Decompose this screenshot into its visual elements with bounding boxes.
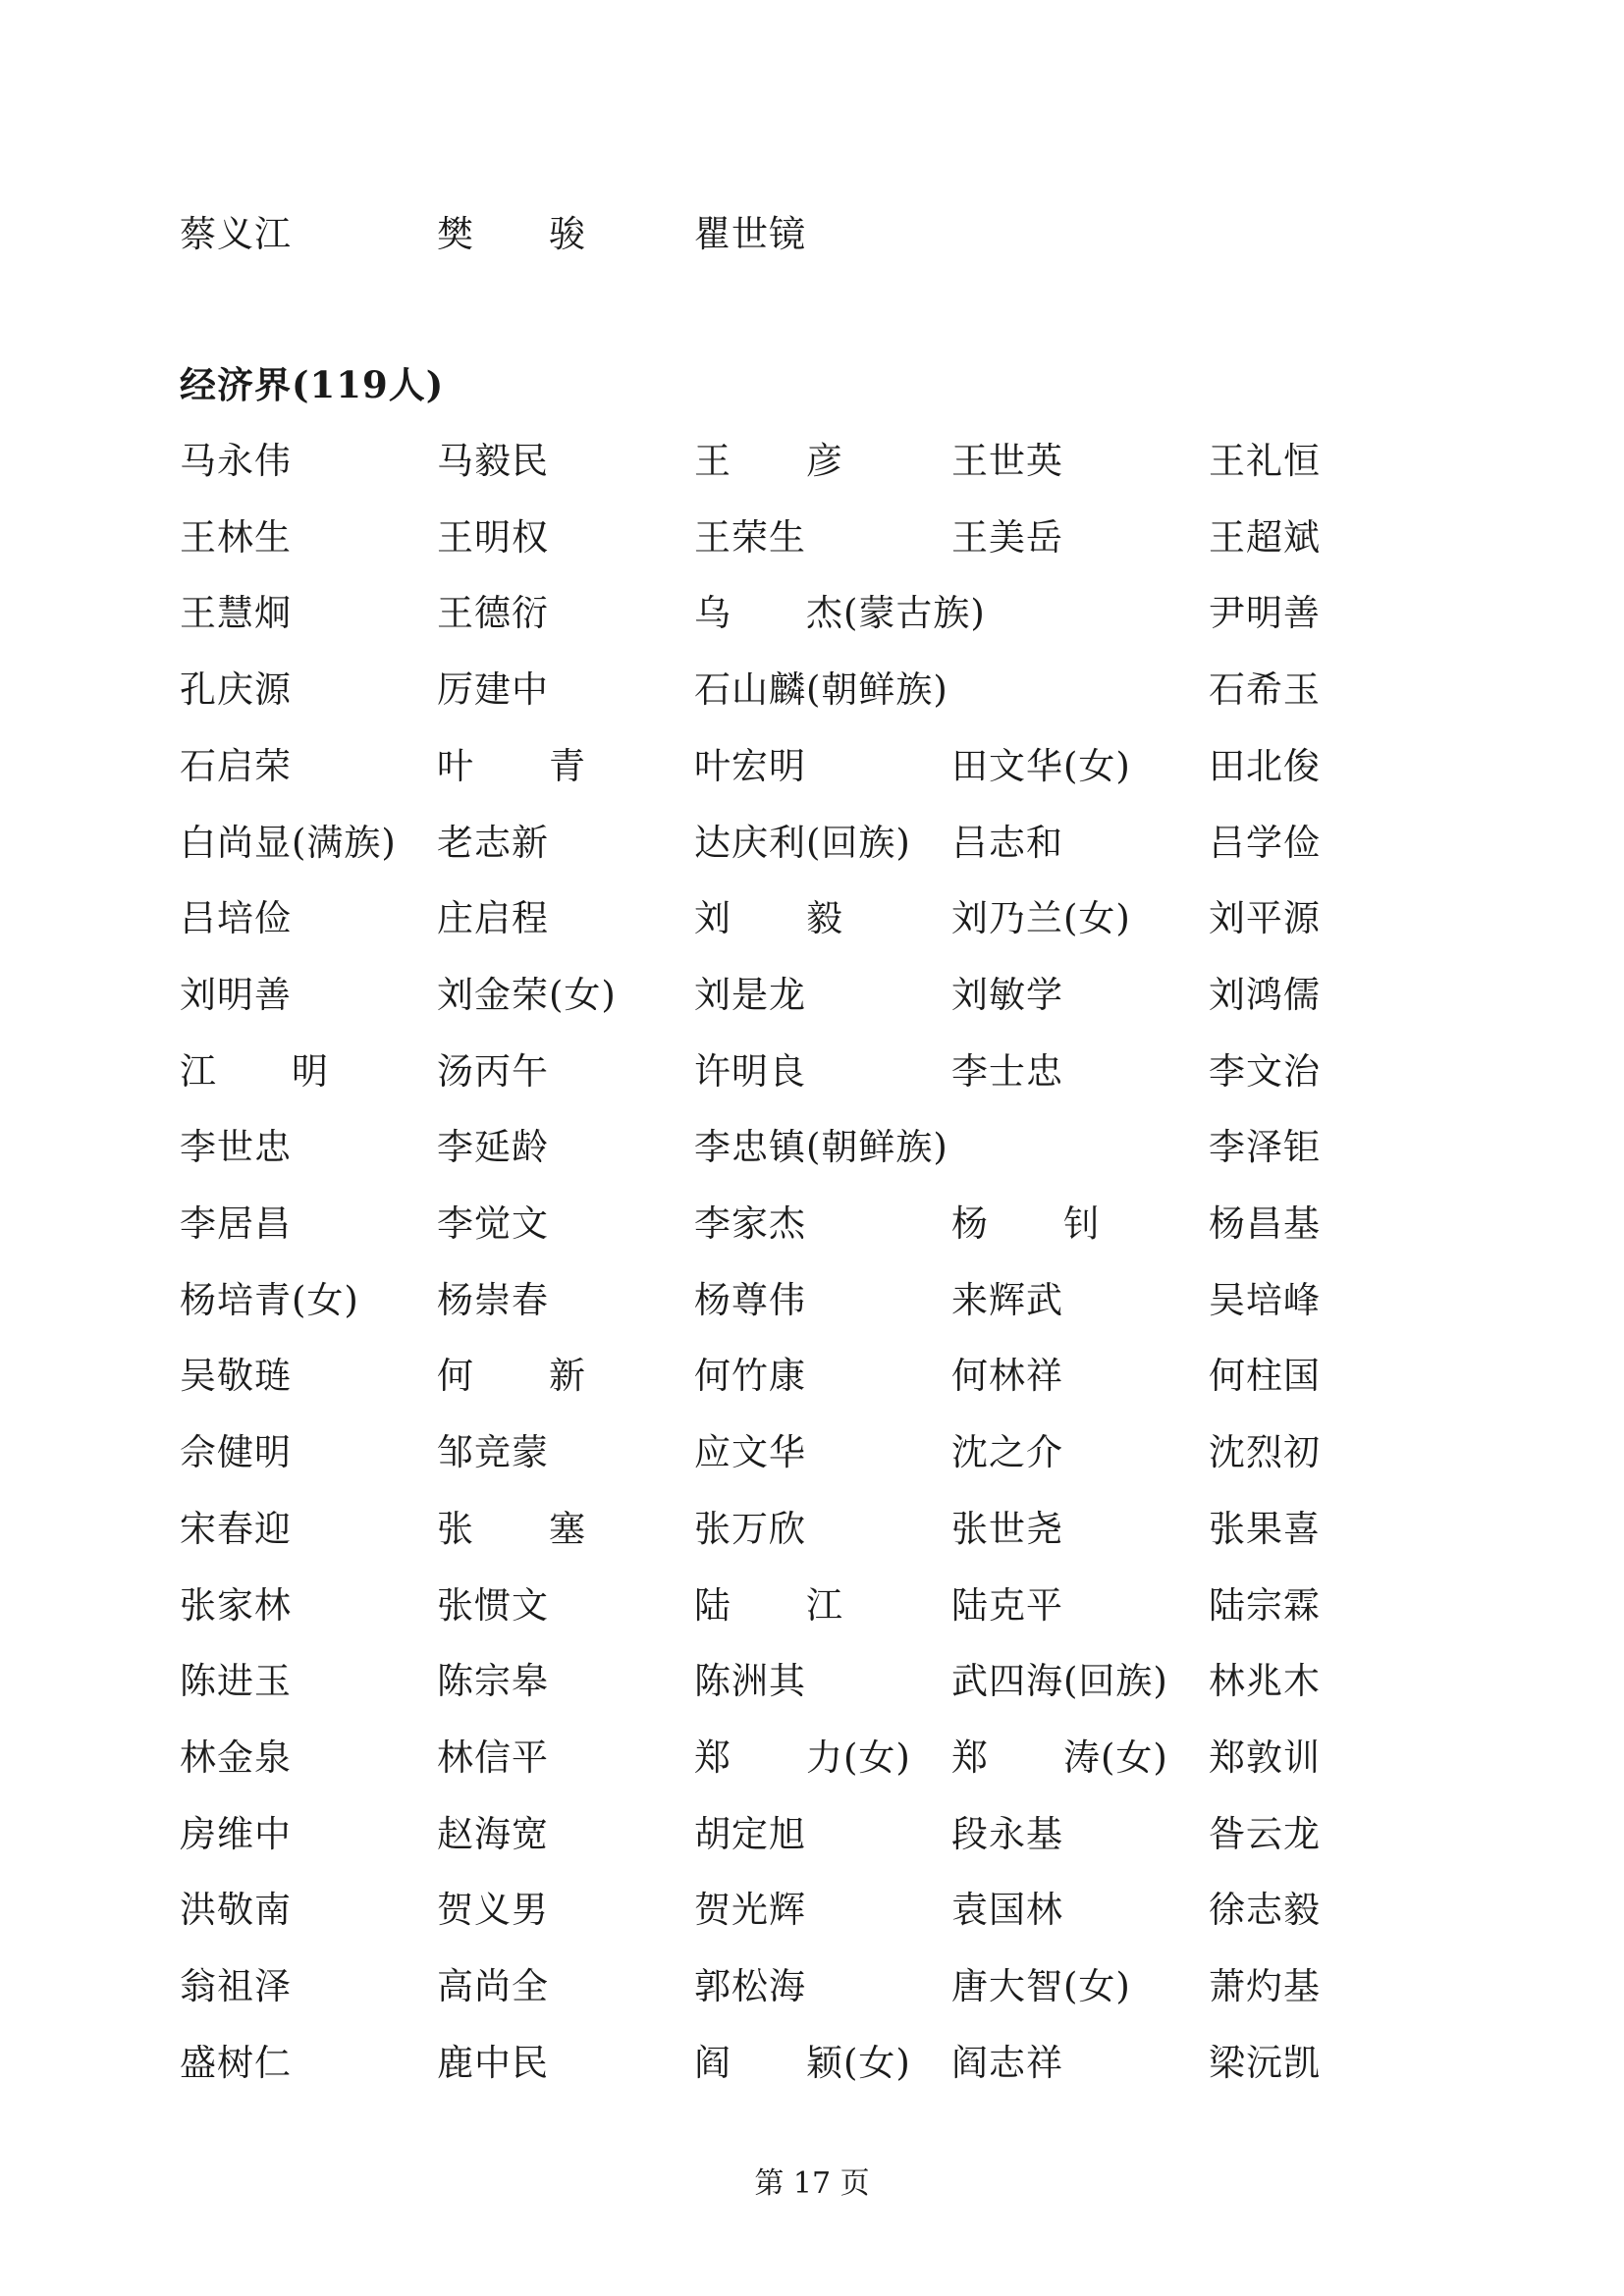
name-row	[180, 661, 1495, 720]
name-cell: 马毅民	[437, 440, 549, 482]
name-row	[180, 1271, 1495, 1330]
name-cell: 王 彦	[694, 440, 843, 482]
name-row	[180, 814, 1495, 873]
name-cell: 陆 江	[694, 1584, 843, 1627]
name-row	[180, 1347, 1495, 1406]
name-cell: 段永基	[951, 1813, 1063, 1855]
name-cell: 王礼恒	[1209, 440, 1321, 482]
name-cell: 沈之介	[951, 1431, 1063, 1473]
name-cell: 张果喜	[1209, 1508, 1321, 1550]
name-cell: 郑敦训	[1209, 1736, 1321, 1779]
name-cell: 刘敏学	[951, 974, 1063, 1016]
name-cell: 何 新	[437, 1355, 586, 1397]
name-cell: 乌 杰(蒙古族)	[694, 592, 986, 634]
name-row	[180, 1042, 1495, 1101]
name-cell: 杨 钊	[951, 1202, 1101, 1245]
name-cell: 昝云龙	[1209, 1813, 1321, 1855]
name-cell: 林兆木	[1209, 1660, 1321, 1702]
name-cell: 石启荣	[180, 745, 292, 787]
name-cell: 梁沅凯	[1209, 2042, 1321, 2084]
name-cell: 陆克平	[951, 1584, 1063, 1627]
name-cell: 翁祖泽	[180, 1965, 292, 2007]
name-cell: 贺光辉	[694, 1889, 806, 1931]
name-cell: 刘 毅	[694, 897, 843, 939]
name-cell: 杨培青(女)	[180, 1279, 359, 1321]
name-cell: 阎 颖(女)	[694, 2042, 911, 2084]
name-cell: 沈烈初	[1209, 1431, 1321, 1473]
name-cell: 王超斌	[1209, 516, 1321, 559]
name-cell: 王美岳	[951, 516, 1063, 559]
name-cell: 李泽钜	[1209, 1126, 1321, 1168]
name-cell: 王明权	[437, 516, 549, 559]
name-cell: 王林生	[180, 516, 292, 559]
name-cell: 陈进玉	[180, 1660, 292, 1702]
name-cell: 王荣生	[694, 516, 806, 559]
name-row	[180, 1957, 1495, 2016]
name-cell: 赵海宽	[437, 1813, 549, 1855]
name-row	[180, 1805, 1495, 1864]
name-cell: 李觉文	[437, 1202, 549, 1245]
name-cell: 高尚全	[437, 1965, 549, 2007]
name-cell: 林信平	[437, 1736, 549, 1779]
name-cell: 应文华	[694, 1431, 806, 1473]
name-cell: 何竹康	[694, 1355, 806, 1397]
name-cell: 田北俊	[1209, 745, 1321, 787]
name-cell: 李忠镇(朝鲜族)	[694, 1126, 948, 1168]
name-cell: 刘鸿儒	[1209, 974, 1321, 1016]
name-cell: 陆宗霖	[1209, 1584, 1321, 1627]
name-cell: 徐志毅	[1209, 1889, 1321, 1931]
name-cell: 汤丙午	[437, 1050, 549, 1093]
name-row	[180, 966, 1495, 1025]
name-cell: 萧灼基	[1209, 1965, 1321, 2007]
name-cell: 张万欣	[694, 1508, 806, 1550]
name-cell: 吴敬琏	[180, 1355, 292, 1397]
name-row	[180, 584, 1495, 643]
name-cell: 吕志和	[951, 822, 1063, 864]
name-cell: 陈洲其	[694, 1660, 806, 1702]
name-cell: 李士忠	[951, 1050, 1063, 1093]
name-cell: 刘是龙	[694, 974, 806, 1016]
name-cell: 刘平源	[1209, 897, 1321, 939]
name-cell: 邹竞蒙	[437, 1431, 549, 1473]
name-cell: 许明良	[694, 1050, 806, 1093]
name-cell: 张世尧	[951, 1508, 1063, 1550]
name-cell: 叶宏明	[694, 745, 806, 787]
name-cell: 张 塞	[437, 1508, 586, 1550]
name-cell: 王慧炯	[180, 592, 292, 634]
name-row	[180, 1576, 1495, 1635]
name-cell: 马永伟	[180, 440, 292, 482]
section-heading: 经济界(119人)	[180, 363, 445, 406]
name-row	[180, 737, 1495, 796]
name-cell: 郭松海	[694, 1965, 806, 2007]
name-cell: 杨尊伟	[694, 1279, 806, 1321]
name-cell: 李世忠	[180, 1126, 292, 1168]
name-cell: 石希玉	[1209, 668, 1321, 711]
name-cell: 盛树仁	[180, 2042, 292, 2084]
name-cell: 瞿世镜	[694, 213, 806, 255]
name-cell: 贺义男	[437, 1889, 549, 1931]
page-number: 第 17 页	[754, 2166, 870, 2201]
name-cell: 王世英	[951, 440, 1063, 482]
name-cell: 李文治	[1209, 1050, 1321, 1093]
name-cell: 江 明	[180, 1050, 329, 1093]
continuation-row	[180, 205, 1495, 264]
name-cell: 吴培峰	[1209, 1279, 1321, 1321]
name-cell: 田文华(女)	[951, 745, 1131, 787]
name-row	[180, 1729, 1495, 1788]
name-cell: 李居昌	[180, 1202, 292, 1245]
name-cell: 唐大智(女)	[951, 1965, 1131, 2007]
name-cell: 武四海(回族)	[951, 1660, 1168, 1702]
name-cell: 白尚显(满族)	[180, 822, 397, 864]
name-cell: 陈宗皋	[437, 1660, 549, 1702]
name-cell: 老志新	[437, 822, 549, 864]
name-cell: 石山麟(朝鲜族)	[694, 668, 948, 711]
name-cell: 李延龄	[437, 1126, 549, 1168]
name-cell: 孔庆源	[180, 668, 292, 711]
name-row	[180, 508, 1495, 567]
name-row	[180, 1195, 1495, 1254]
name-cell: 庄启程	[437, 897, 549, 939]
name-row	[180, 1118, 1495, 1177]
name-row	[180, 2034, 1495, 2093]
name-cell: 王德衍	[437, 592, 549, 634]
name-row	[180, 1500, 1495, 1559]
name-cell: 佘健明	[180, 1431, 292, 1473]
name-cell: 郑 力(女)	[694, 1736, 911, 1779]
name-cell: 叶 青	[437, 745, 586, 787]
name-cell: 刘明善	[180, 974, 292, 1016]
name-cell: 郑 涛(女)	[951, 1736, 1168, 1779]
name-cell: 何柱国	[1209, 1355, 1321, 1397]
name-cell: 洪敬南	[180, 1889, 292, 1931]
name-cell: 刘金荣(女)	[437, 974, 617, 1016]
name-cell: 厉建中	[437, 668, 549, 711]
name-cell: 杨昌基	[1209, 1202, 1321, 1245]
name-cell: 何林祥	[951, 1355, 1063, 1397]
name-row	[180, 1423, 1495, 1482]
name-cell: 达庆利(回族)	[694, 822, 911, 864]
name-cell: 蔡义江	[180, 213, 292, 255]
name-cell: 胡定旭	[694, 1813, 806, 1855]
name-row	[180, 889, 1495, 948]
name-row	[180, 1881, 1495, 1940]
name-cell: 宋春迎	[180, 1508, 292, 1550]
name-cell: 尹明善	[1209, 592, 1321, 634]
name-cell: 鹿中民	[437, 2042, 549, 2084]
name-row	[180, 1652, 1495, 1711]
name-cell: 林金泉	[180, 1736, 292, 1779]
name-cell: 袁国林	[951, 1889, 1063, 1931]
name-cell: 刘乃兰(女)	[951, 897, 1131, 939]
name-cell: 李家杰	[694, 1202, 806, 1245]
name-cell: 杨崇春	[437, 1279, 549, 1321]
name-cell: 樊 骏	[437, 213, 586, 255]
name-cell: 吕学俭	[1209, 822, 1321, 864]
name-row	[180, 432, 1495, 491]
name-cell: 吕培俭	[180, 897, 292, 939]
name-cell: 张惯文	[437, 1584, 549, 1627]
name-cell: 房维中	[180, 1813, 292, 1855]
name-cell: 来辉武	[951, 1279, 1063, 1321]
name-cell: 阎志祥	[951, 2042, 1063, 2084]
name-cell: 张家林	[180, 1584, 292, 1627]
